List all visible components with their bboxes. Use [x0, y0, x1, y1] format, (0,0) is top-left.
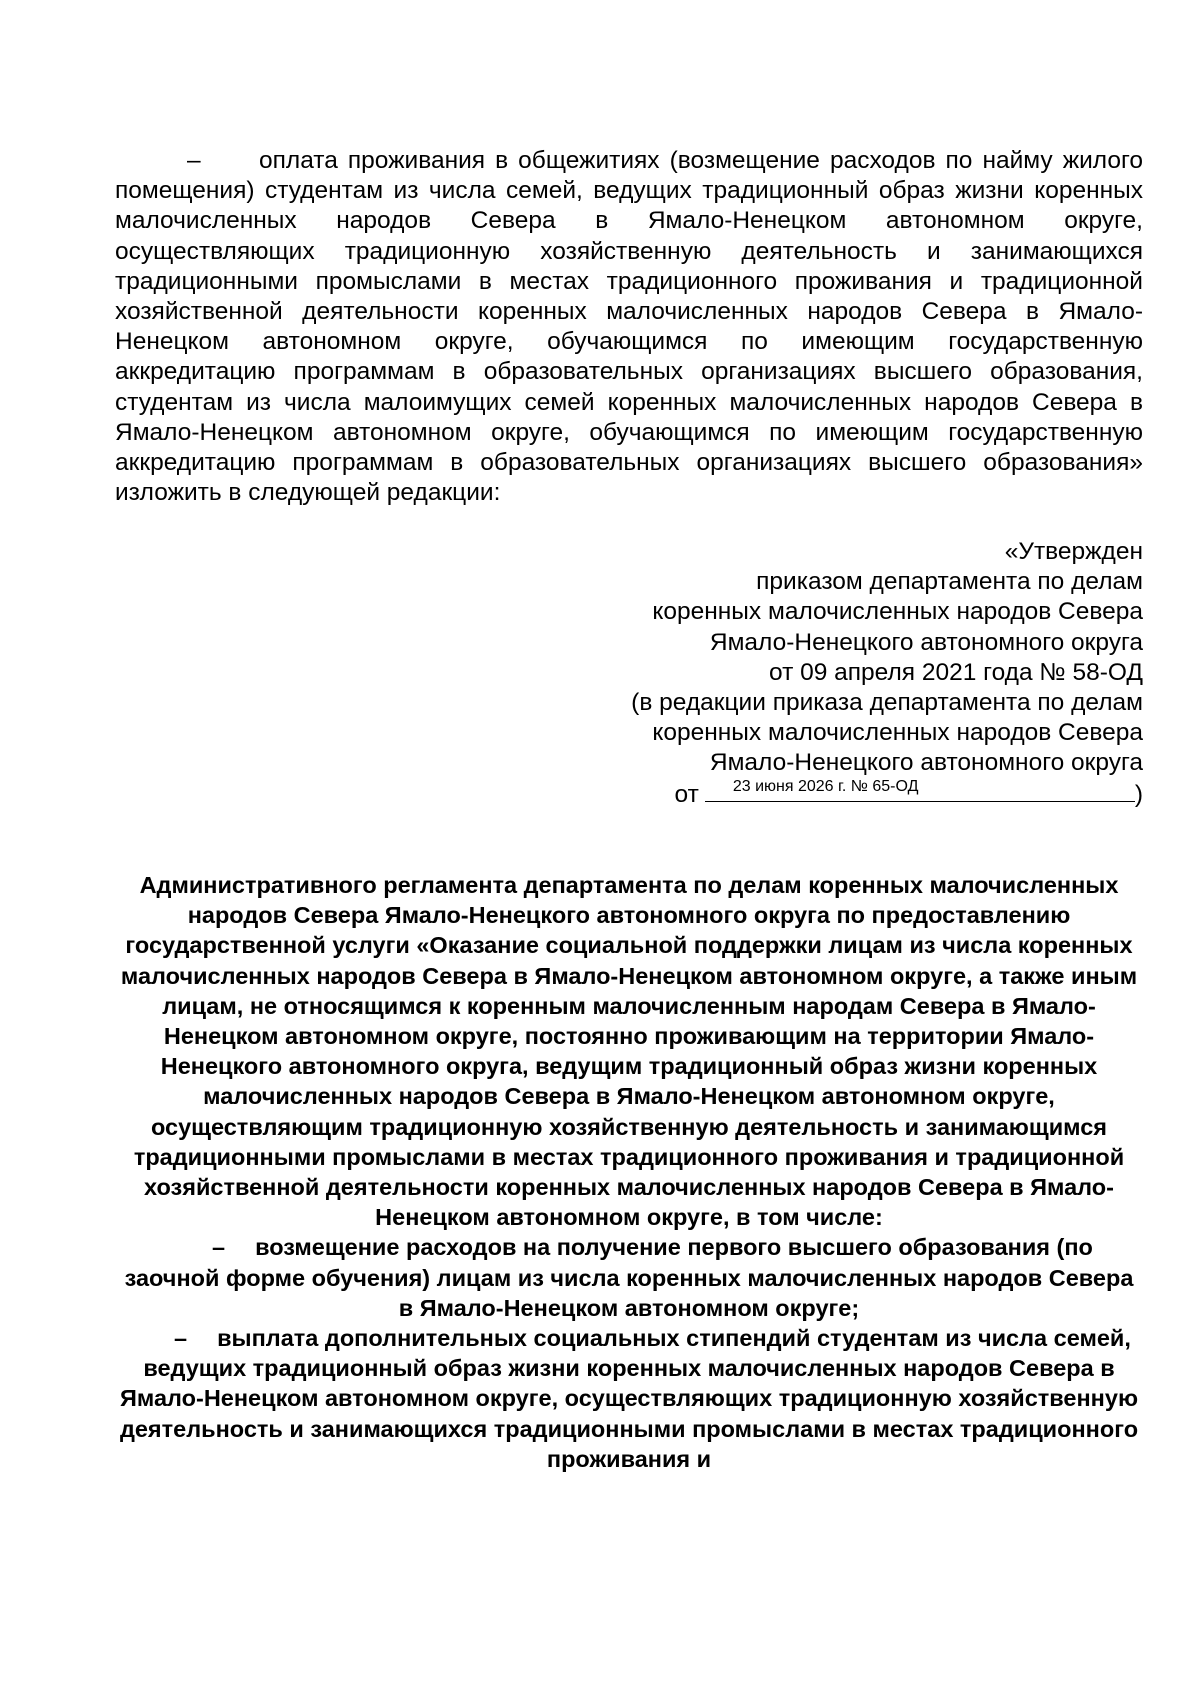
approval-line-8: Ямало-Ненецкого автономного округа	[709, 749, 1143, 777]
title-main: Административного регламента департамента по делам коренных малочисленных народов Севера Ямало-Ненецкого автономного округа по предоставлению государственной услуги «Оказание социальной поддержки лицам из числа коренных малочисленных народов Севера в Ямало-Ненецком автономном округе, а также иным лицам, не относящимся к коренным малочисленным народам Севера в Ямало-Ненецком автономном округе, постоянно проживающим на территории Ямало-Ненецкого автономного округа, ведущим традиционный образ жизни коренных малочисленных народов Севера в Ямало-Ненецком автономном округе, осуществляющим традиционную хозяйственную деятельность и занимающимся традиционными промыслами в местах традиционного проживания и традиционной хозяйственной деятельности коренных малочисленных народов Севера в Ямало-Ненецком автономном округе, в том числе:	[120, 872, 1138, 1231]
date-suffix: )	[1134, 780, 1143, 808]
approval-line-5: от 09 апреля 2021 года № 58-ОД	[768, 658, 1143, 686]
approval-line-2: приказом департамента по делам	[756, 568, 1143, 596]
approval-date-line	[443, 779, 1143, 810]
item-1-dash: –	[212, 1234, 226, 1261]
paragraph-dash: –	[187, 147, 201, 174]
date-underline-field	[705, 779, 1135, 802]
date-value: 23 июня 2026 г. № 65-ОД	[732, 777, 919, 795]
paragraph-text: оплата проживания в общежитиях (возмещение расходов по найму жилого помещения) студентам из числа семей, ведущих традиционный образ жизни коренных малочисленных народов Севера в Ямало-Ненецком автономном округе, осуществляющих традиционную хозяйственную деятельность и занимающихся традиционными промыслами в местах традиционного проживания и традиционной хозяйственной деятельности коренных малочисленных народов Севера в Ямало-Ненецком автономном округе, обучающимся по имеющим государственную аккредитацию программам в образовательных организациях высшего образования, студентам из числа малоимущих семей коренных малочисленных народов Севера в Ямало-Ненецком автономном округе, обучающимся по имеющим государственную аккредитацию программам в образовательных организациях высшего образования» изложить в следующей редакции:	[115, 147, 1143, 507]
title-item-1	[115, 1232, 1143, 1323]
regulation-title	[115, 870, 1143, 1474]
approval-line-1: «Утвержден	[1004, 538, 1143, 565]
item-2-text: выплата дополнительных социальных стипендий студентам из числа семей, ведущих традиционный образ жизни коренных малочисленных народов Севера в Ямало-Ненецком автономном округе, осуществляющих традиционную хозяйственную деятельность и занимающихся традиционными промыслами в местах традиционного проживания и	[119, 1325, 1139, 1472]
body-paragraph	[115, 146, 1143, 508]
date-prefix: от	[674, 780, 699, 808]
approval-line-3: коренных малочисленных народов Севера	[652, 598, 1143, 626]
approval-line-7: коренных малочисленных народов Севера	[652, 719, 1143, 747]
title-item-2	[115, 1323, 1143, 1474]
approval-line-4: Ямало-Ненецкого автономного округа	[709, 628, 1143, 656]
item-2-dash: –	[174, 1325, 188, 1352]
approval-line-6: (в редакции приказа департамента по делам	[631, 689, 1143, 717]
approval-stamp-block	[443, 537, 1143, 810]
item-1-text: возмещение расходов на получение первого высшего образования (по заочной форме обучения) лицам из числа коренных малочисленных народов Севера в Ямало-Ненецком автономном округе;	[124, 1234, 1134, 1321]
